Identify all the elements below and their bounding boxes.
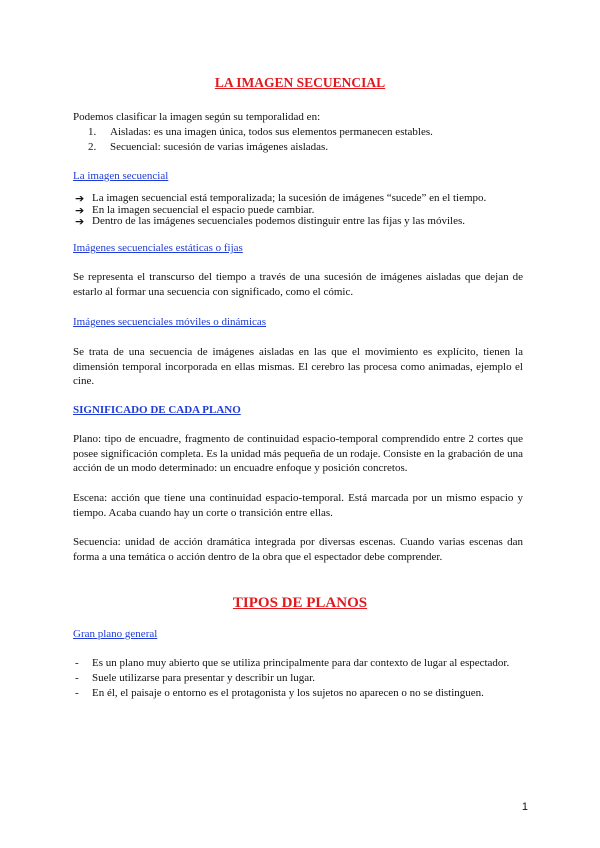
escena-definition: Escena: acción que tiene una continuidad espacio-temporal. Está marcada por un mismo espacio y tiempo. Acaba cuando hay un corte o transición entre ellas. [73, 492, 523, 519]
intro-text: Podemos clasificar la imagen según su temporalidad en: [73, 111, 321, 123]
heading-imagen-secuencial[interactable]: La imagen secuencial [73, 170, 169, 182]
list-item: - Es un plano muy abierto que se utiliza principalmente para dar contexto de lugar al espectador. [75, 657, 510, 669]
list-item: 1. Aisladas: es una imagen única, todos sus elementos permanecen estables. [88, 126, 433, 138]
gran-plano-list [75, 656, 525, 701]
list-item: - En él, el paisaje o entorno es el protagonista y los sujetos no aparecen o no se distinguen. [75, 687, 484, 699]
heading-moviles[interactable]: Imágenes secuenciales móviles o dinámicas [73, 316, 267, 328]
fijas-text: Se representa el transcurso del tiempo a través de una sucesión de imágenes aisladas que dejan de estarlo al formar una secuencia con significado, como el cómic. [73, 271, 523, 298]
list-item: - Suele utilizarse para presentar y describir un lugar. [75, 672, 315, 684]
heading-fijas[interactable]: Imágenes secuenciales estáticas o fijas [73, 242, 243, 254]
secuencial-bullet-list [75, 193, 525, 228]
arrow-right-icon: ➔ [75, 192, 85, 205]
list-item: ➔ Dentro de las imágenes secuenciales podemos distinguir entre las fijas y las móviles. [75, 215, 465, 228]
heading-significado[interactable]: SIGNIFICADO DE CADA PLANO [73, 404, 241, 416]
page-number: 1 [521, 801, 528, 813]
tipos-title: TIPOS DE PLANOS [232, 595, 368, 611]
arrow-right-icon: ➔ [75, 215, 85, 228]
moviles-text: Se trata de una secuencia de imágenes aisladas en las que el movimiento es explícito, tienen la dimensión temporal incorporada en ellas mismas. El cerebro las procesa como animadas, ejemplo el cine. [73, 346, 523, 387]
main-title: LA IMAGEN SECUENCIAL [214, 75, 386, 90]
plano-definition: Plano: tipo de encuadre, fragmento de continuidad espacio-temporal comprendido entre 2 cortes que posee significación completa. Es la unidad más pequeña de un rodaje. Consiste en la grabación de una acción de un modo determinado: un encuadre enfoque y posición concretos. [73, 433, 523, 474]
arrow-right-icon: ➔ [75, 203, 85, 217]
classification-list [88, 125, 528, 155]
list-item: 2. Secuencial: sucesión de varias imágenes aisladas. [88, 141, 329, 153]
secuencia-definition: Secuencia: unidad de acción dramática integrada por diversas escenas. Cuando varias escenas dan forma a una temática o acción dentro de la obra que el espectador debe comprender. [73, 536, 523, 563]
heading-gran-plano[interactable]: Gran plano general [73, 628, 158, 640]
list-item: ➔ La imagen secuencial está temporalizada; la sucesión de imágenes “sucede” en el tiempo. [75, 192, 487, 205]
list-item: ➔ En la imagen secuencial el espacio puede cambiar. [75, 203, 315, 217]
